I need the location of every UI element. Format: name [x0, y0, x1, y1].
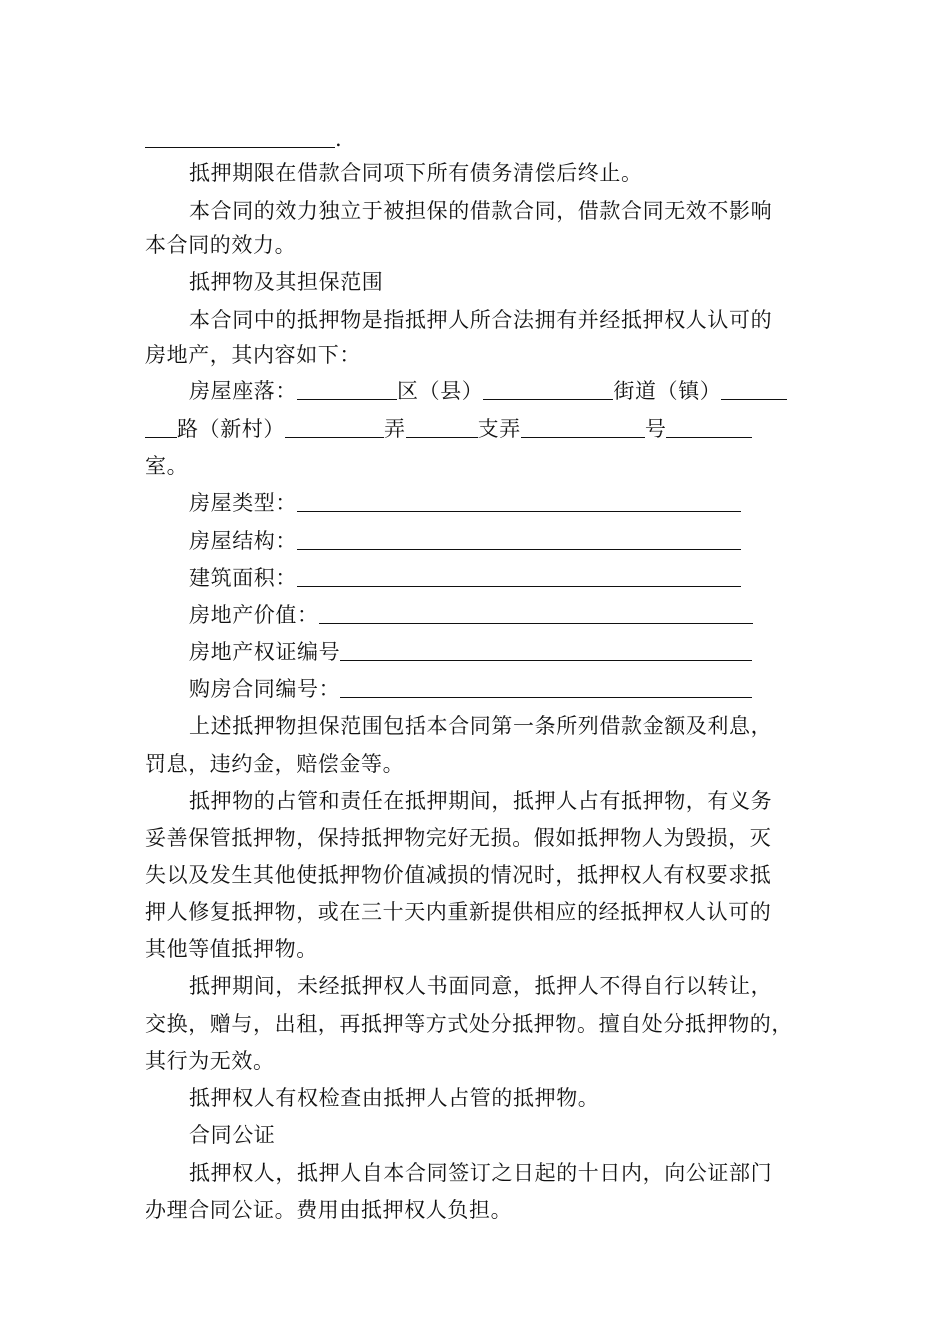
road-label: 路（新村）	[177, 417, 285, 441]
paragraph-term: 抵押期限在借款合同项下所有债务清偿后终止。	[189, 161, 643, 185]
paragraph-dispose-line-1: 抵押期间，未经抵押权人书面同意，抵押人不得自行以转让，	[189, 974, 773, 998]
address-line-1	[189, 376, 787, 406]
number-label: 号	[644, 417, 667, 441]
paragraph-validity-line-1: 本合同的效力独立于被担保的借款合同，借款合同无效不影响	[189, 199, 773, 223]
field-label: 房屋结构：	[189, 529, 297, 553]
paragraph-dispose-line-3: 其行为无效。	[145, 1049, 275, 1073]
field-cert-no	[189, 637, 752, 667]
branch-blank	[406, 417, 478, 438]
paragraph-notary-line-2: 办理合同公证。费用由抵押权人负担。	[145, 1198, 513, 1222]
paragraph-scope-line-1: 上述抵押物担保范围包括本合同第一条所列借款金额及利息，	[189, 714, 773, 738]
heading-notary: 合同公证	[189, 1123, 276, 1147]
paragraph-custody-line-4: 押人修复抵押物，或在三十天内重新提供相应的经抵押权人认可的	[145, 900, 772, 924]
branch-label: 支弄	[477, 417, 521, 441]
lane-blank	[285, 417, 384, 438]
heading-collateral: 抵押物及其担保范围	[189, 270, 384, 294]
field-label: 房屋类型：	[189, 491, 297, 515]
lane-label: 弄	[384, 417, 406, 441]
field-blank	[297, 491, 741, 512]
paragraph-scope-line-2: 罚息，违约金，赔偿金等。	[145, 752, 405, 776]
field-purchase-no	[189, 674, 752, 704]
field-label: 建筑面积：	[189, 566, 297, 590]
field-blank	[340, 640, 752, 661]
number-blank	[521, 417, 645, 438]
paragraph-inspect: 抵押权人有权检查由抵押人占管的抵押物。	[189, 1086, 600, 1110]
paragraph-custody-line-5: 其他等值抵押物。	[145, 937, 318, 961]
paragraph-notary-line-1: 抵押权人，抵押人自本合同签订之日起的十日内，向公证部门	[189, 1161, 773, 1185]
paragraph-custody-line-3: 失以及发生其他使抵押物价值减损的情况时，抵押权人有权要求抵	[145, 863, 772, 887]
field-blank	[340, 677, 752, 698]
top-blank-line	[145, 124, 342, 154]
address-label: 房屋座落：	[189, 379, 297, 403]
paragraph-custody-line-1: 抵押物的占管和责任在抵押期间，抵押人占有抵押物，有义务	[189, 789, 773, 813]
district-label: 区（县）	[397, 379, 484, 403]
field-area	[189, 563, 741, 593]
paragraph-collateral-line-2: 房地产，其内容如下：	[145, 343, 361, 367]
field-label: 房地产权证编号	[189, 640, 341, 664]
field-blank	[297, 566, 741, 587]
paragraph-collateral-line-1: 本合同中的抵押物是指抵押人所合法拥有并经抵押权人认可的	[189, 308, 773, 332]
address-line-2	[145, 414, 752, 444]
field-value	[189, 600, 753, 630]
room-blank	[666, 417, 752, 438]
street-tail-blank	[721, 379, 787, 400]
field-label: 购房合同编号：	[189, 677, 341, 701]
district-blank	[297, 379, 397, 400]
street-blank	[483, 379, 613, 400]
period: .	[335, 127, 343, 151]
paragraph-dispose-line-2: 交换，赠与，出租，再抵押等方式处分抵押物。擅自处分抵押物的，	[145, 1012, 793, 1036]
field-structure	[189, 526, 741, 556]
street-label: 街道（镇）	[613, 379, 722, 403]
field-label: 房地产价值：	[189, 603, 319, 627]
blank	[145, 127, 335, 148]
paragraph-validity-line-2: 本合同的效力。	[145, 233, 297, 257]
road-blank	[145, 417, 177, 438]
paragraph-custody-line-2: 妥善保管抵押物，保持抵押物完好无损。假如抵押物人为毁损，灭	[145, 826, 772, 850]
field-blank	[319, 603, 753, 624]
field-blank	[297, 529, 741, 550]
field-house-type	[189, 488, 741, 518]
address-line-3: 室。	[145, 454, 189, 478]
